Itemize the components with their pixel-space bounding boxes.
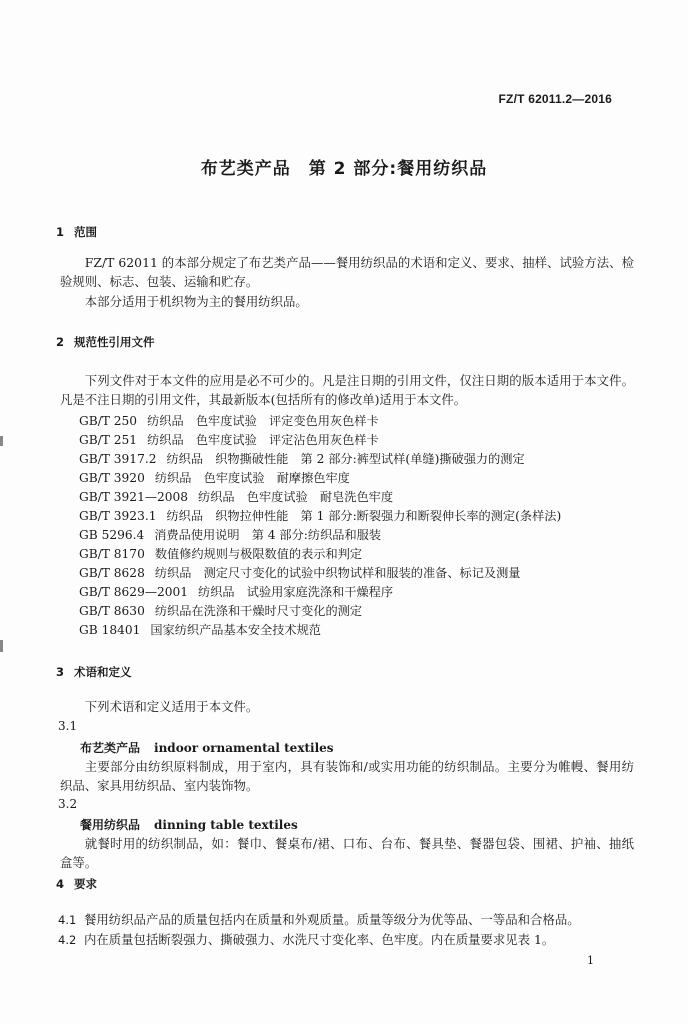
section-heading bbox=[56, 664, 132, 680]
clause-number: 4.1 bbox=[58, 913, 77, 927]
term-english: indoor ornamental textiles bbox=[154, 741, 334, 755]
reference-item bbox=[79, 526, 381, 543]
term-chinese: 布艺类产品 bbox=[80, 741, 141, 755]
requirement-clause bbox=[58, 930, 638, 950]
reference-code: GB/T 8630 bbox=[79, 604, 145, 618]
term-chinese: 餐用纺织品 bbox=[80, 818, 141, 832]
scope-applicability: 本部分适用于机织物为主的餐用纺织品。 bbox=[84, 294, 308, 309]
term-number: 3.2 bbox=[58, 797, 78, 811]
standard-code: FZ/T 62011.2—2016 bbox=[498, 92, 612, 106]
reference-code: GB/T 3921—2008 bbox=[79, 490, 189, 504]
reference-title: 纺织品 色牢度试验 耐皂洗色牢度 bbox=[198, 490, 394, 504]
reference-code: GB/T 8629—2001 bbox=[79, 585, 189, 599]
section-title: 范围 bbox=[74, 225, 97, 239]
reference-code: GB 5296.4 bbox=[79, 528, 145, 542]
reference-title: 纺织品 色牢度试验 评定变色用灰色样卡 bbox=[147, 414, 379, 428]
page-number: 1 bbox=[587, 954, 594, 967]
term-english: dinning table textiles bbox=[154, 818, 298, 832]
reference-title: 纺织品 试验用家庭洗涤和干燥程序 bbox=[198, 585, 394, 599]
term-number: 3.1 bbox=[58, 719, 78, 733]
reference-title: 纺织品 测定尺寸变化的试验中织物试样和服装的准备、标记及测量 bbox=[154, 566, 521, 580]
reference-code: GB/T 8170 bbox=[79, 547, 145, 561]
section-number: 1 bbox=[56, 225, 65, 239]
term-entry bbox=[80, 739, 334, 756]
reference-code: GB/T 3920 bbox=[79, 471, 145, 485]
reference-title: 纺织品在洗涤和干燥时尺寸变化的测定 bbox=[154, 604, 363, 618]
document-title bbox=[0, 154, 688, 179]
scan-edge-mark bbox=[0, 436, 3, 446]
section-heading bbox=[56, 334, 155, 350]
reference-item bbox=[79, 469, 350, 486]
reference-code: GB/T 251 bbox=[79, 433, 138, 447]
section-number: 4 bbox=[56, 877, 65, 891]
reference-code: GB/T 8628 bbox=[79, 566, 145, 580]
term-definition: 就餐时用的纺织制品，如：餐巾、餐桌布/裙、口布、台布、餐具垫、餐器包袋、围裙、护袖、抽纸盒等。 bbox=[60, 836, 634, 870]
reference-title: 纺织品 织物撕破性能 第 2 部分:裤型试样(单缝)撕破强力的测定 bbox=[166, 452, 525, 466]
scan-edge-mark bbox=[0, 640, 3, 652]
reference-title: 数值修约规则与极限数值的表示和判定 bbox=[154, 547, 363, 561]
reference-code: GB/T 3917.2 bbox=[79, 452, 157, 466]
reference-code: GB 18401 bbox=[79, 623, 141, 637]
reference-title: 消费品使用说明 第 4 部分:纺织品和服装 bbox=[154, 528, 382, 542]
clause-text: 餐用纺织品产品的质量包括内在质量和外观质量。质量等级分为优等品、一等品和合格品。 bbox=[84, 912, 580, 927]
title-part1: 布艺类产品 bbox=[200, 159, 291, 179]
reference-item bbox=[79, 583, 393, 600]
reference-title: 国家纺织产品基本安全技术规范 bbox=[150, 623, 321, 637]
reference-item bbox=[79, 412, 379, 429]
term-definition: 主要部分由纺织原料制成，用于室内，具有装饰和/或实用功能的纺织制品。主要分为帷幔、餐用纺织品、家具用纺织品、室内装饰物。 bbox=[60, 759, 634, 793]
clause-text: 内在质量包括断裂强力、撕破强力、水洗尺寸变化率、色牢度。内在质量要求见表 1。 bbox=[84, 932, 555, 947]
reference-item bbox=[79, 545, 362, 562]
reference-code: GB/T 3923.1 bbox=[79, 509, 157, 523]
reference-code: GB/T 250 bbox=[79, 414, 138, 428]
section-heading bbox=[56, 876, 97, 892]
reference-item bbox=[79, 488, 393, 505]
reference-item bbox=[79, 450, 525, 467]
requirement-clause bbox=[58, 910, 638, 930]
reference-item bbox=[79, 621, 321, 638]
scope-paragraph: FZ/T 62011 的本部分规定了布艺类产品——餐用纺织品的术语和定义、要求、抽样、试验方法、检验规则、标志、包装、运输和贮存。 bbox=[60, 255, 634, 289]
section-title: 要求 bbox=[74, 877, 97, 891]
section-number: 2 bbox=[56, 335, 65, 349]
term-entry bbox=[80, 816, 298, 833]
reference-item bbox=[79, 431, 379, 448]
reference-item bbox=[79, 564, 520, 581]
title-part2: 第 2 部分:餐用纺织品 bbox=[308, 159, 488, 179]
terms-intro: 下列术语和定义适用于本文件。 bbox=[84, 699, 259, 714]
clause-number: 4.2 bbox=[58, 933, 77, 947]
section-title: 规范性引用文件 bbox=[74, 335, 155, 349]
section-title: 术语和定义 bbox=[74, 665, 132, 679]
reference-title: 纺织品 色牢度试验 耐摩擦色牢度 bbox=[154, 471, 350, 485]
reference-title: 纺织品 色牢度试验 评定沾色用灰色样卡 bbox=[147, 433, 379, 447]
section-heading bbox=[56, 224, 97, 240]
section-number: 3 bbox=[56, 665, 65, 679]
references-intro: 下列文件对于本文件的应用是必不可少的。凡是注日期的引用文件，仅注日期的版本适用于本文件。凡是不注日期的引用文件，其最新版本(包括所有的修改单)适用于本文件。 bbox=[60, 373, 634, 407]
reference-item bbox=[79, 602, 362, 619]
reference-item bbox=[79, 507, 561, 524]
reference-title: 纺织品 织物拉伸性能 第 1 部分:断裂强力和断裂伸长率的测定(条样法) bbox=[166, 509, 562, 523]
